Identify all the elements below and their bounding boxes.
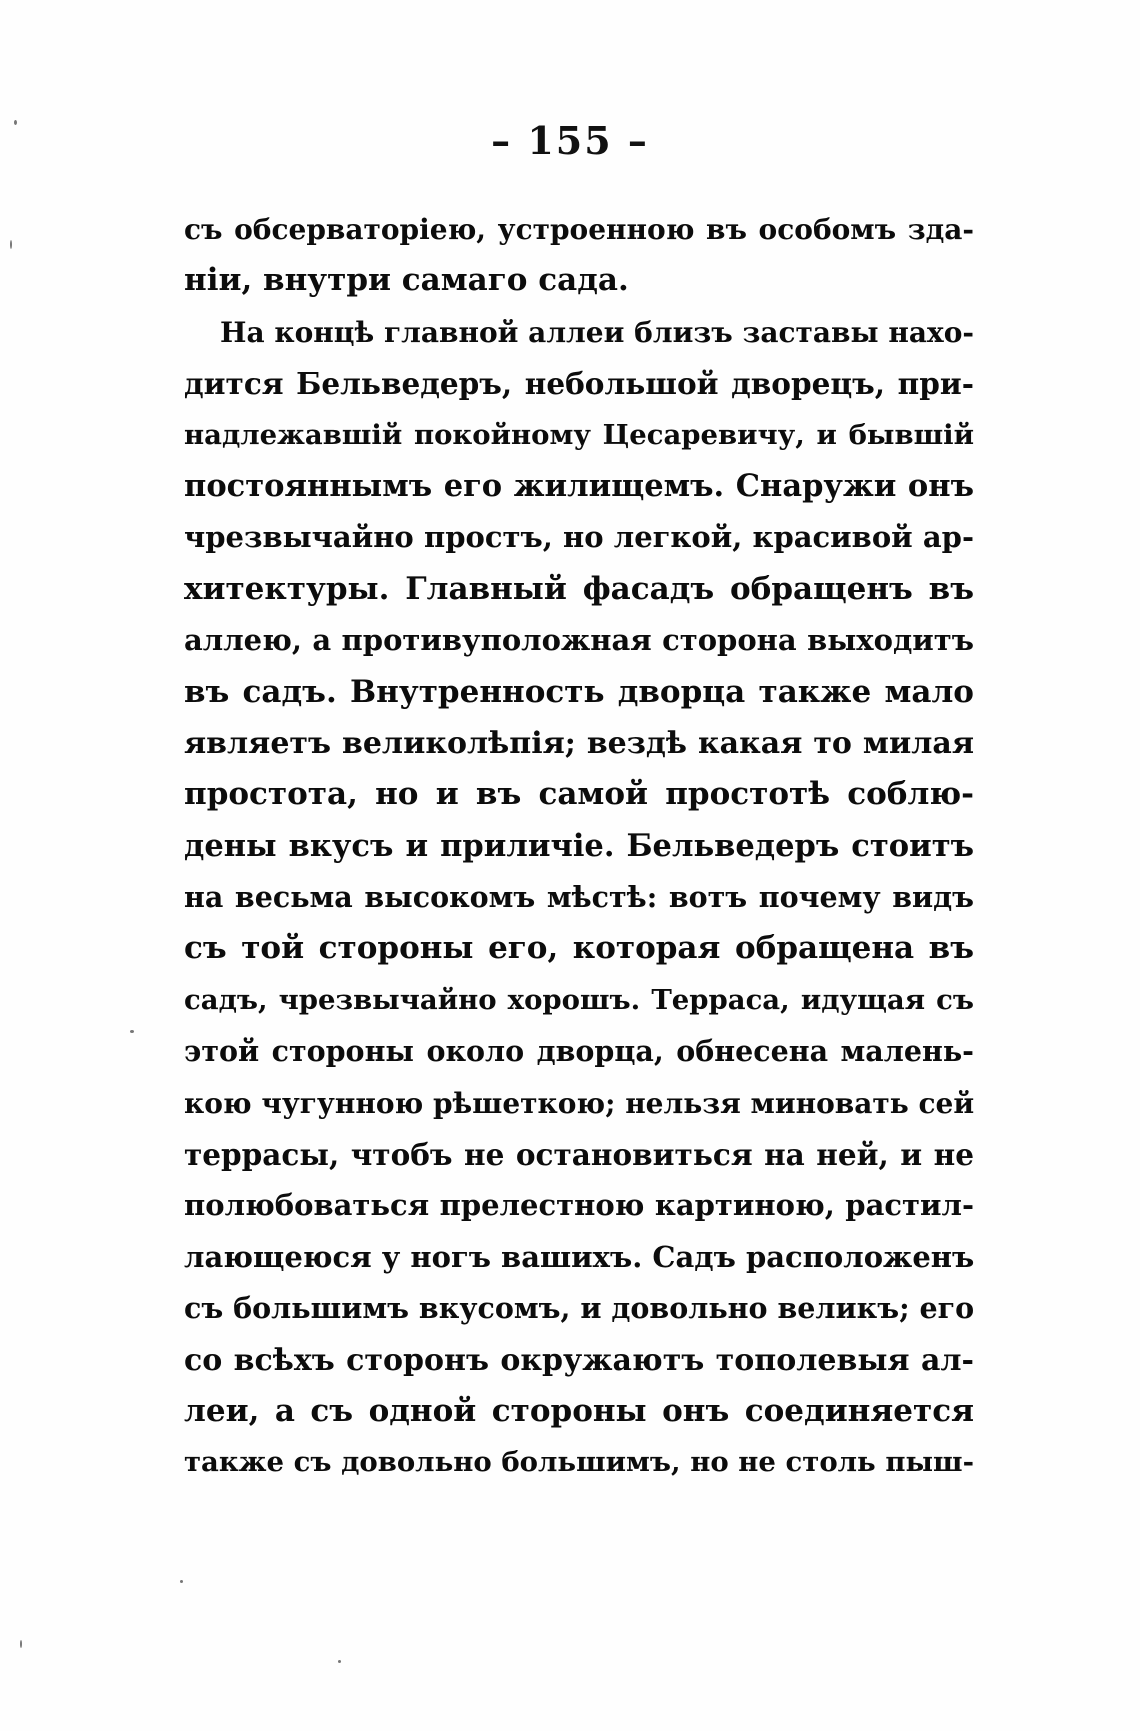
text-line: простота, но и въ самой простотѣ соблю-	[184, 776, 974, 813]
scan-speck	[180, 1580, 183, 1583]
text-line: чрезвычайно простъ, но легкой, красивой ар-	[184, 520, 974, 555]
text-line: постояннымъ его жилищемъ. Снаружи онъ	[184, 467, 974, 504]
scan-speck	[20, 1640, 22, 1648]
text-line: аллею, а противуположная сторона выходитъ	[184, 623, 974, 658]
text-line: также съ довольно большимъ, но не столь пыш-	[184, 1446, 974, 1479]
text-line: являетъ великолѣпія; вездѣ какая то милая	[184, 725, 974, 761]
text-line: съ большимъ вкусомъ, и довольно великъ; его	[184, 1291, 974, 1326]
page-number: – 155 –	[491, 118, 649, 163]
text-line: со всѣхъ сторонъ окружаютъ тополевыя ал-	[184, 1342, 974, 1378]
text-line: надлежавшій покойному Цесаревичу, и бывшій	[184, 418, 974, 451]
text-line: На концѣ главной аллеи близъ заставы нахо-	[220, 315, 974, 349]
text-line: террасы, чтобъ не остановиться на ней, и не	[184, 1137, 974, 1173]
scan-speck	[130, 1030, 134, 1033]
text-line: полюбоваться прелестною картиною, растил-	[184, 1188, 974, 1223]
text-line: лающеюся у ногъ вашихъ. Садъ расположенъ	[184, 1239, 974, 1274]
text-line: дены вкусъ и приличіе. Бельведеръ стоитъ	[184, 827, 974, 864]
text-line: кою чугунною рѣшеткою; нельзя миновать сей	[184, 1086, 974, 1120]
scan-speck	[14, 120, 17, 125]
text-line: садъ, чрезвычайно хорошъ. Терраса, идущая съ	[184, 983, 974, 1016]
text-line: въ садъ. Внутренность дворца также мало	[184, 673, 974, 710]
text-line: этой стороны около дворца, обнесена малень-	[184, 1034, 974, 1069]
text-line: дится Бельведеръ, небольшой дворецъ, при-	[184, 366, 974, 402]
text-line: хитектуры. Главный фасадъ обращенъ въ	[184, 570, 974, 607]
text-line: на весьма высокомъ мѣстѣ: вотъ почему видъ	[184, 880, 974, 915]
scan-speck	[338, 1660, 341, 1663]
scan-speck	[10, 240, 12, 249]
text-line: леи, а съ одной стороны онъ соединяется	[184, 1392, 974, 1429]
text-line: съ той стороны его, которая обращена въ	[184, 930, 974, 967]
text-line: съ обсерваторіею, устроенною въ особомъ зда-	[184, 213, 974, 246]
text-line: ніи, внутри самаго сада.	[184, 262, 629, 299]
body-text	[184, 204, 974, 1489]
